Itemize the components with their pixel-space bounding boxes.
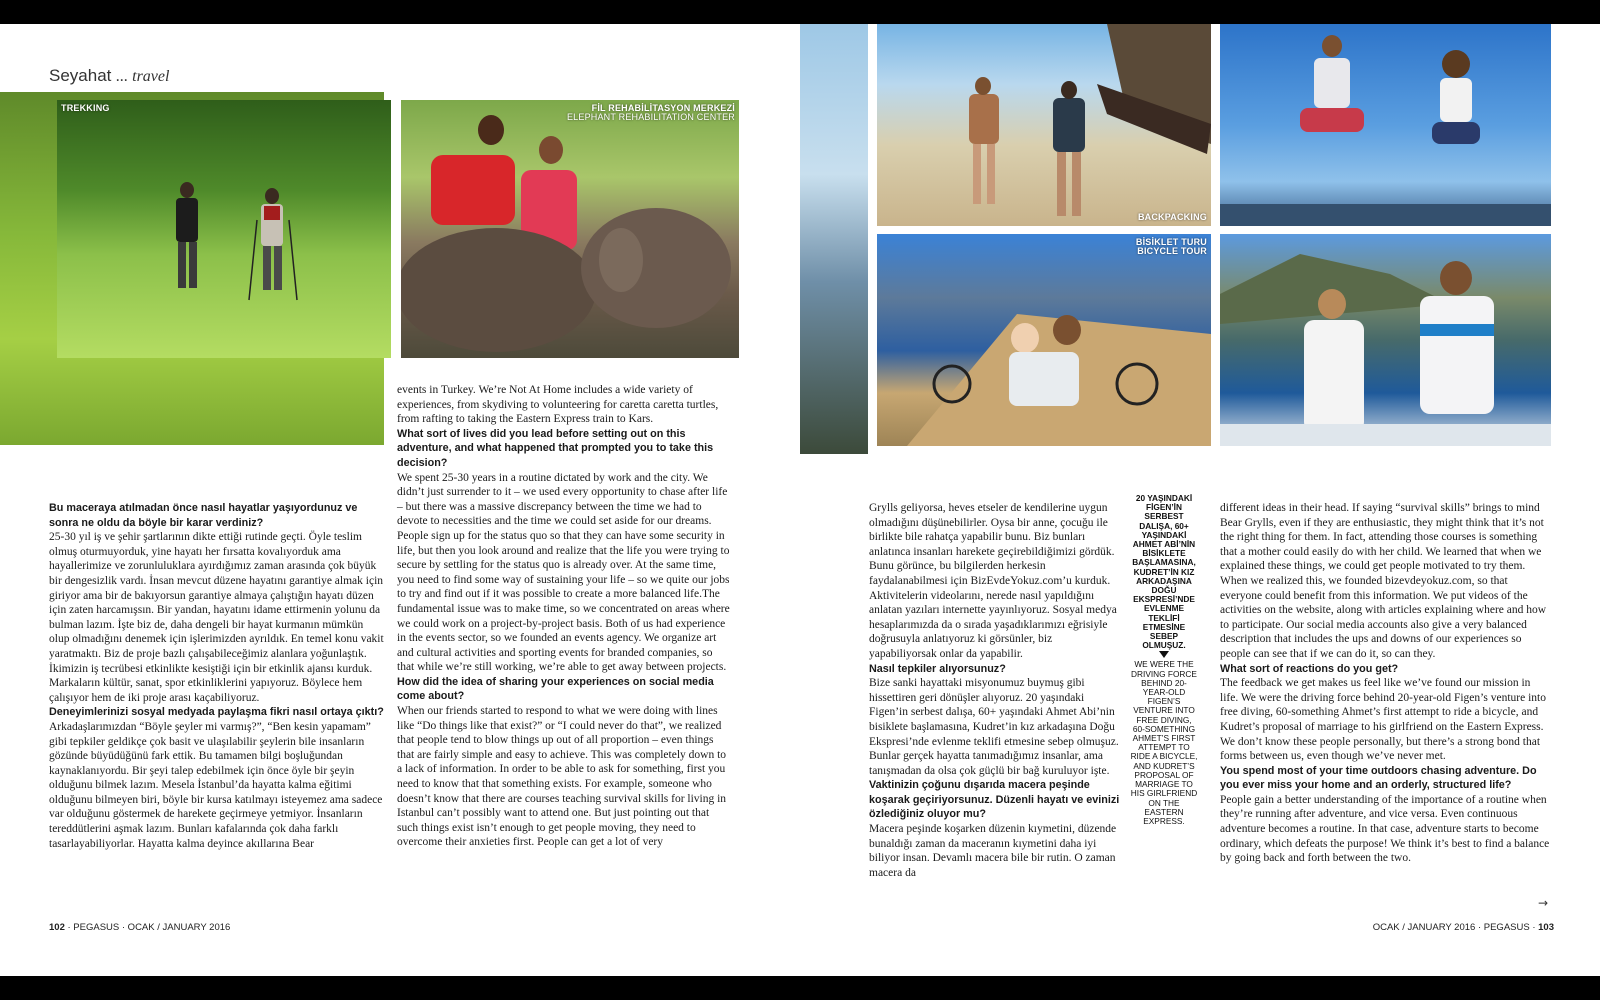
elephant-caption-tr: FİL REHABİLİTASYON MERKEZİ [591,103,735,113]
left2-question-1: What sort of lives did you lead before setting out on this adventure, and what happened that prompted you to take this decision? [397,427,714,469]
left2-intro: events in Turkey. We’re Not At Home includes a wide variety of experiences, from skydiving to volunteering for caretta caretta turtles, from rafting to taking the Eastern Express train to Kars. [397,384,719,426]
right-column-1 [869,501,1121,880]
elephant-photo [401,100,739,358]
trekking-photo [57,100,391,358]
left-column-1 [49,501,384,851]
right-intro: Grylls geliyorsa, heves etseler de kendilerine uygun olmadığını düşünebilirler. Oysa bir anne, çocuğu ile birlikte bile rahatça yapabilir bunu. Biz bunları anlatınca insanları harekete geçirebildiğimizi gördük. Bunu görünce, bu bilgilerden herkesin faydalanabilmesi için BizEvdeYokuz.com’u kurduk. Aktivitelerin videolarını, nerede nasıl yapıldığını anlatan yazıları internette yayınlıyoruz. Sosyal medya hesaplarımızda da o sırada yaşadıklarımızı eğrisiyle doğrusuyla anlatıyoruz ki görsünler, biz yapabiliyorsak onlar da yapabilir. [869,502,1117,660]
right-folio-text: OCAK / JANUARY 2016 · PEGASUS · [1372,922,1536,933]
left2-answer-2: When our friends started to respond to what we were doing with lines like “Do things like that exist?” or “I could never do that”, we realized that people tend to blow things up out of all proportion – even things that are fairly simple and easy to achieve. This was completely down to a lack of information. In order to be able to ask for something, first you need to know that that something exists. For example, someone who doesn’t know that there are courses teaching survival skills for living in Istanbul can’t possibly want to attend one. But just pointing out that such things exist isn’t enough to get people moving, they need to overcome their anxieties first. People can get a lot of very [397,705,727,849]
trekking-caption: TREKKING [61,103,110,113]
pull-quote-arrow-icon [1159,651,1169,658]
backpackers-figures [877,24,1211,226]
right-folio [1373,922,1554,933]
jumping-photo [1220,24,1551,226]
right2-question-1: What sort of reactions do you get? [1220,662,1399,675]
right-question-2: Vaktinizin çoğunu dışarıda macera peşinde koşarak geçiriyorsunuz. Düzenli hayatı ve evinizi özlediğiniz oluyor mu? [869,779,1120,821]
right2-question-2: You spend most of your time outdoors chasing adventure. Do you ever miss your home and an orderly, structured life? [1220,764,1537,792]
right2-answer-1: The feedback we get makes us feel like we’ve found our mission in life. We were the driving force behind 20-year-old Figen’s venture into free diving, 60-something Ahmet’s first attempt to ride a bicycle, and Kudret’s proposal of marriage to his girlfriend on the Eastern Express. We don’t know these people personally, but there’s a strong bond that forms between us, even though we’ve never met. [1220,677,1546,763]
pull-quote-tr: 20 YAŞINDAKİ FİGEN’İN SERBEST DALIŞA, 60+ YAŞINDAKİ AHMET ABİ’NİN BİSİKLETE BAŞLAMASINA, KUDRET’İN KIZ ARKADAŞINA DOĞU EKSPRESİ’NDE EVLENME TEKLİFİ ETMESİNE SEBEP OLMUŞUZ. [1132,493,1196,651]
section-title-en: ... travel [116,68,170,85]
left-question-1: Bu maceraya atılmadan önce nasıl hayatlar yaşıyordunuz ve sonra ne oldu da böyle bir karar verdiniz? [49,502,358,529]
right-answer-2: Macera peşinde koşarken düzenin kıymetini, düzende bunaldığı zaman da maceranın kıymetini daha iyi biliyor insan. Devamlı macera bile bir rutin. O zaman macera da [869,823,1117,879]
mountain-strip-photo [800,24,868,454]
bicycle-caption-tr: BİSİKLET TURU [1135,237,1207,247]
pull-quote [1130,494,1198,826]
elephant-figures [401,100,739,358]
left-answer-1: 25-30 yıl iş ve şehir şartlarının dikte ettiği rutinde geçti. Öyle teslim olmuş oturmuyorduk, yine hayatı her fırsatta kovalıyorduk ama hayallerimize ve zorunluluklara ayırdığımız zaman arasında çok büyük bir dengesizlik vardı. İnsan mevcut düzene hayatını garantiye almak için giriyor ama bir de bakıyorsun garantiye almaya çalıştığın hayatı düzen için zaten harcamışsın. Bir yandan, hayatını idame ettirmenin yolunu da bulman lazım. İşte biz de, daha dengeli bir hayat kurmanın mümkün olup olmadığını denemek için işlerimizden ayrıldık. En temel konu vakit yaratmaktı. Biz de proje bazlı çalışabileceğimiz alanlara yoğunlaştık. İkimizin iş tecrübesi etkinlikte kesiştiği için bir etkinlik ajansı kurduk. Markaların kültür, sanat, spor etkinliklerini yapıyoruz. Böylece hem çalışıyor hem de iki proje arası kaçabiliyoruz. [49,531,384,704]
elephant-caption-en: ELEPHANT REHABILITATION CENTER [566,112,735,122]
right-column-2 [1220,501,1550,866]
bicycle-photo [877,234,1211,446]
left-answer-2: Arkadaşlarımızdan “Böyle şeyler mi varmış?”, “Ben kesin yapamam” gibi tepkiler geldikçe çok basit ve ulaşılabilir şeylerin bile insanların gözünde büyüdüğünü fark ettik. Bu tamamen bilgi boşluğundan kaynaklanıyordu. Bir şeyi talep edebilmek için önce öyle bir şeyin olduğunu bilmek lazım. Mesela İstanbul’da hayatta kalma eğitimi olduğunu bilmeyen biri, böyle bir kursa katılmayı isteyemez ama sadece var olduğunu göstermek de harekete geçirmeye yetmiyor. İnsanların tereddütlerini aşmak lazım. Bunları kafalarında çok daha farklı tasarlayabiliyorlar. Hayatta kalma deyince akıllarına Bear [49,720,383,850]
backpacking-photo [877,24,1211,226]
backpacking-caption: BACKPACKING [1137,212,1207,222]
pull-quote-en: WE WERE THE DRIVING FORCE BEHIND 20-YEAR-OLD FIGEN’S VENTURE INTO FREE DIVING, 60-SOMETHING AHMET’S FIRST ATTEMPT TO RIDE A BICYCLE, AND KUDRET’S PROPOSAL OF MARRIAGE TO HIS GIRLFRIEND ON THE EASTERN EXPRESS. [1130,659,1198,826]
cyclists-figures [877,234,1211,446]
right-page-number: 103 [1538,922,1554,933]
left2-question-2: How did the idea of sharing your experiences on social media come about? [397,675,714,703]
hikers-figures [57,100,391,358]
section-title: Seyahat [49,66,112,85]
next-page-arrow-icon: → [1538,896,1549,910]
right-answer-1: Bize sanki hayattaki misyonumuz buymuş gibi hissettiren geri dönüşler alıyoruz. 20 yaşındaki Figen’in serbest dalışa, 60+ yaşındaki Ahmet Abi’nin bisiklete başlamasına, Kudret’in kız arkadaşına Doğu Ekspresi’nde evlenme teklifi etmesine sebep olmuşuz. Bunlar gerçek hayatta tanımadığımız insanlar, ama tanışmadan da olsa çok güçlü bir bağ kuruluyor işte. [869,677,1119,777]
left-column-2 [397,383,730,850]
sea-couple-photo [1220,234,1551,446]
jumpers-figures [1220,24,1551,226]
left-page-number: 102 [49,922,65,933]
right2-intro: different ideas in their head. If saying “survival skills” brings to mind Bear Grylls, even if they are enthusiastic, they might think that it’s not the right thing for them. In fact, attending those courses is something that a mother could easily do with her child. We learned that when we explained these things, we could get people motivated to try them. When we realized this, we founded bizevdeyokuz.com, so that everyone could benefit from this information. We put videos of the activities on the website, along with articles explaining where and how to participate. Our social media accounts also give a very balanced description that includes the ups and downs of our experiences so people can see that if we can do it, so can they. [1220,502,1547,660]
bicycle-caption-en: BICYCLE TOUR [1137,246,1207,256]
right2-answer-2: People gain a better understanding of the importance of a routine when they’re running after adventure, and vice versa. Even continuous adventure becomes a routine. In that case, adventure starts to become ordinary, which defeats the purpose! We think it’s best to find a balance by going back and forth between the two. [1220,793,1550,865]
left2-answer-1: We spent 25-30 years in a routine dictated by work and the city. We didn’t just surrender to it – we used every opportunity to chase after life – but there was a massive discrepancy between the time we had to devote to necessities and the time we could set aside for our dreams. People sign up for the status quo so that they can have some security in life, but then you look around and realize that the life you were trying to secure by settling for the status quo is already over. At the same time, you need to find some way of sustaining your life – so we quite our jobs to try and find out if it was possible to create a more balanced life.The fundamental issue was to make time, so we concentrated on areas where we could work on a project-by-project basis. Both of us had experience in the events sector, so we founded an events agency. We organize art and cultural activities and sporting events for branded companies, so that while we’re still working, we’re able to get away between projects. [397,471,730,674]
section-header [49,66,169,86]
magazine-spread [0,24,1600,976]
right-question-1: Nasıl tepkiler alıyorsunuz? [869,662,1006,675]
left-question-2: Deneyimlerinizi sosyal medyada paylaşma fikri nasıl ortaya çıktı? [49,706,384,719]
couple-figures [1220,234,1551,446]
left-folio-text: · PEGASUS · OCAK / JANUARY 2016 [67,922,231,933]
left-folio [49,922,230,933]
